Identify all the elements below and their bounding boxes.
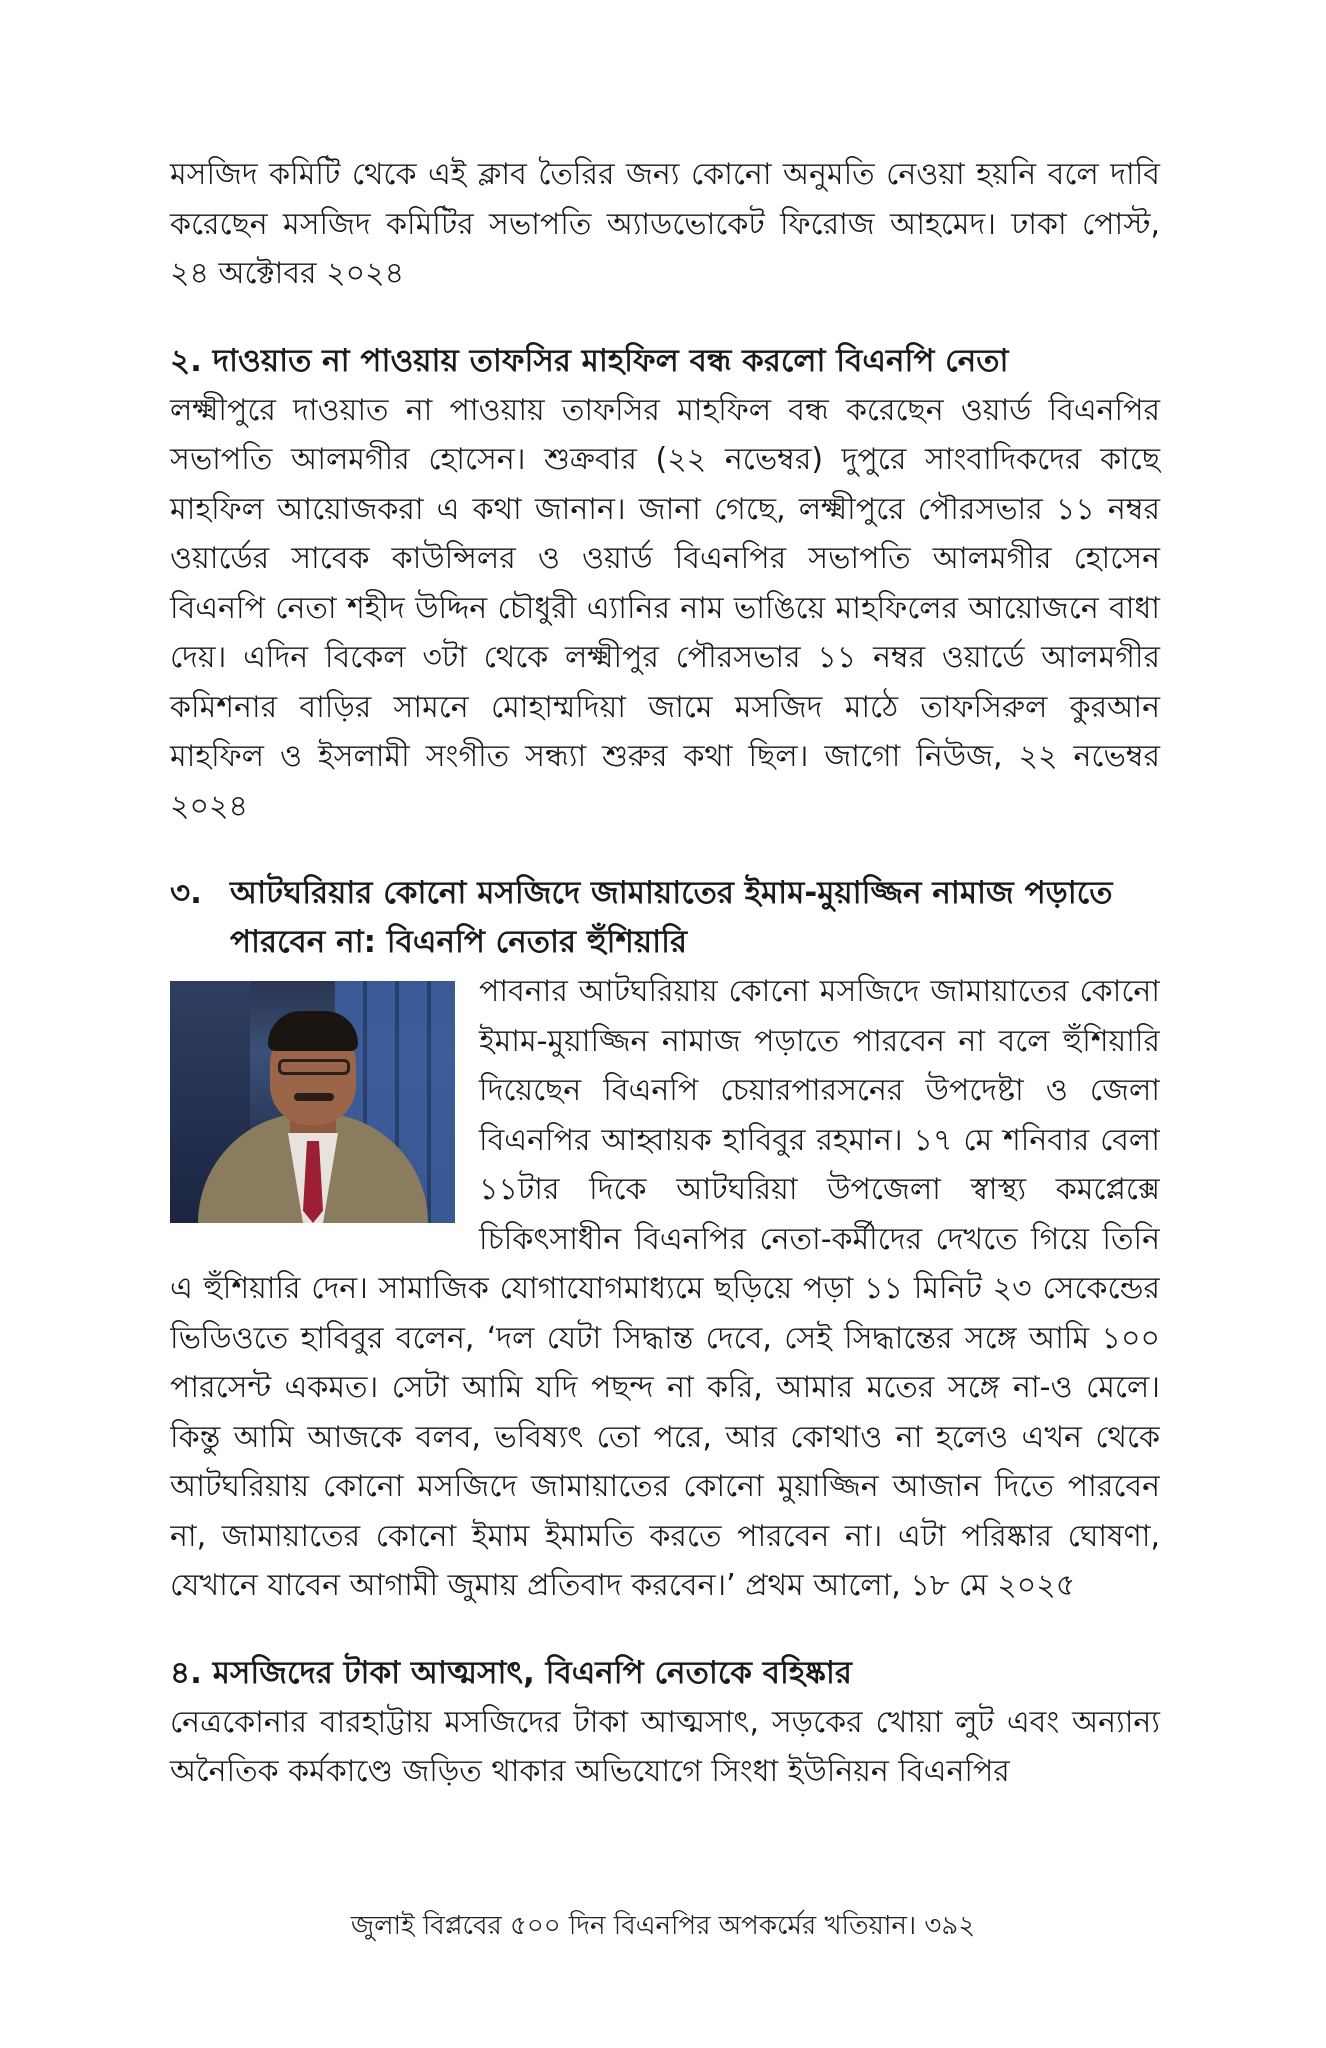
item-4-number: ৪. — [170, 1654, 202, 1691]
item-4-heading — [170, 1649, 1160, 1698]
item-2-number: ২. — [170, 342, 202, 379]
portrait-photo — [170, 981, 455, 1223]
item-3-body: পাবনার আটঘরিয়ায় কোনো মসজিদে জামায়াতের কোনো ইমাম-মুয়াজ্জিন নামাজ পড়াতে পারবেন না বলে হুঁশিয়ারি দিয়েছেন বিএনপি চেয়ারপারসনের উপদেষ্টা ও জেলা বিএনপির আহ্বায়ক হাবিবুর রহমান। ১৭ মে শনিবার বেলা ১১টার দিকে আটঘরিয়া উপজেলা স্বাস্থ্য কমপ্লেক্সে চিকিৎসাধীন বিএনপির নেতা-কর্মীদের দেখতে গিয়ে তিনি এ হুঁশিয়ারি দেন। সামাজিক যোগাযোগমাধ্যমে ছড়িয়ে পড়া ১১ মিনিট ২৩ সেকেন্ডের ভিডিওতে হাবিবুর বলেন, ‘দল যেটা সিদ্ধান্ত দেবে, সেই সিদ্ধান্তের সঙ্গে আমি ১০০ পারসেন্ট একমত। সেটা আমি যদি পছন্দ না করি, আমার মতের সঙ্গে না-ও মেলে। কিন্তু আমি আজকে বলব, ভবিষ্যৎ তো পরে, আর কোথাও না হলেও এখন থেকে আটঘরিয়ায় কোনো মসজিদে জামায়াতের কোনো মুয়াজ্জিন আজান দিতে পারবেন না, জামায়াতের কোনো ইমাম ইমামতি করতে পারবেন না। এটা পরিষ্কার ঘোষণা, যেখানে যাবেন আগামী জুমায় প্রতিবাদ করবেন।’ প্রথম আলো, ১৮ মে ২০২৫ — [170, 974, 1160, 1603]
item-3-heading — [170, 869, 1160, 967]
item-4-title: মসজিদের টাকা আত্মসাৎ, বিএনপি নেতাকে বহিষ্কার — [212, 1654, 852, 1691]
page-footer: জুলাই বিপ্লবের ৫০০ দিন বিএনপির অপকর্মের খতিয়ান। ৩৯২ — [350, 1911, 976, 1941]
news-item-2 — [170, 337, 1160, 832]
item-4-body: নেত্রকোনার বারহাট্টায় মসজিদের টাকা আত্মসাৎ, সড়কের খোয়া লুট এবং অন্যান্য অনৈতিক কর্মকাণ্ডে জড়িত থাকার অভিযোগে সিংধা ইউনিয়ন বিএনপির — [170, 1704, 1160, 1789]
item-3-number: ৩. — [170, 875, 202, 911]
intro-paragraph: মসজিদ কমিটি থেকে এই ক্লাব তৈরির জন্য কোনো অনুমতি নেওয়া হয়নি বলে দাবি করেছেন মসজিদ কমিটির সভাপতি অ্যাডভোকেট ফিরোজ আহমেদ। ঢাকা পোস্ট, ২৪ অক্টোবর ২০২৪ — [170, 157, 1160, 291]
news-item-4 — [170, 1649, 1160, 1797]
item-2-title: দাওয়াত না পাওয়ায় তাফসির মাহফিল বন্ধ করলো বিএনপি নেতা — [212, 342, 1009, 379]
item-3-body-wrap — [170, 967, 1160, 1611]
item-3-title: আটঘরিয়ার কোনো মসজিদে জামায়াতের ইমাম-মুয়াজ্জিন নামাজ পড়াতে পারবেন না: বিএনপি নেতার হুঁশিয়ারি — [230, 875, 1113, 960]
item-2-body: লক্ষ্মীপুরে দাওয়াত না পাওয়ায় তাফসির মাহফিল বন্ধ করেছেন ওয়ার্ড বিএনপির সভাপতি আলমগীর হোসেন। শুক্রবার (২২ নভেম্বর) দুপুরে সাংবাদিকদের কাছে মাহফিল আয়োজকরা এ কথা জানান। জানা গেছে, লক্ষ্মীপুরে পৌরসভার ১১ নম্বর ওয়ার্ডের সাবেক কাউন্সিলর ও ওয়ার্ড বিএনপির সভাপতি আলমগীর হোসেন বিএনপি নেতা শহীদ উদ্দিন চৌধুরী এ্যানির নাম ভাঙিয়ে মাহফিলের আয়োজনে বাধা দেয়। এদিন বিকেল ৩টা থেকে লক্ষ্মীপুর পৌরসভার ১১ নম্বর ওয়ার্ডে আলমগীর কমিশনার বাড়ির সামনে মোহাম্মদিয়া জামে মসজিদ মাঠে তাফসিরুল কুরআন মাহফিল ও ইসলামী সংগীত সন্ধ্যা শুরুর কথা ছিল। জাগো নিউজ, ২২ নভেম্বর ২০২৪ — [170, 392, 1160, 824]
page-content — [170, 150, 1160, 1797]
news-item-3 — [170, 869, 1160, 1611]
item-2-heading — [170, 337, 1160, 386]
